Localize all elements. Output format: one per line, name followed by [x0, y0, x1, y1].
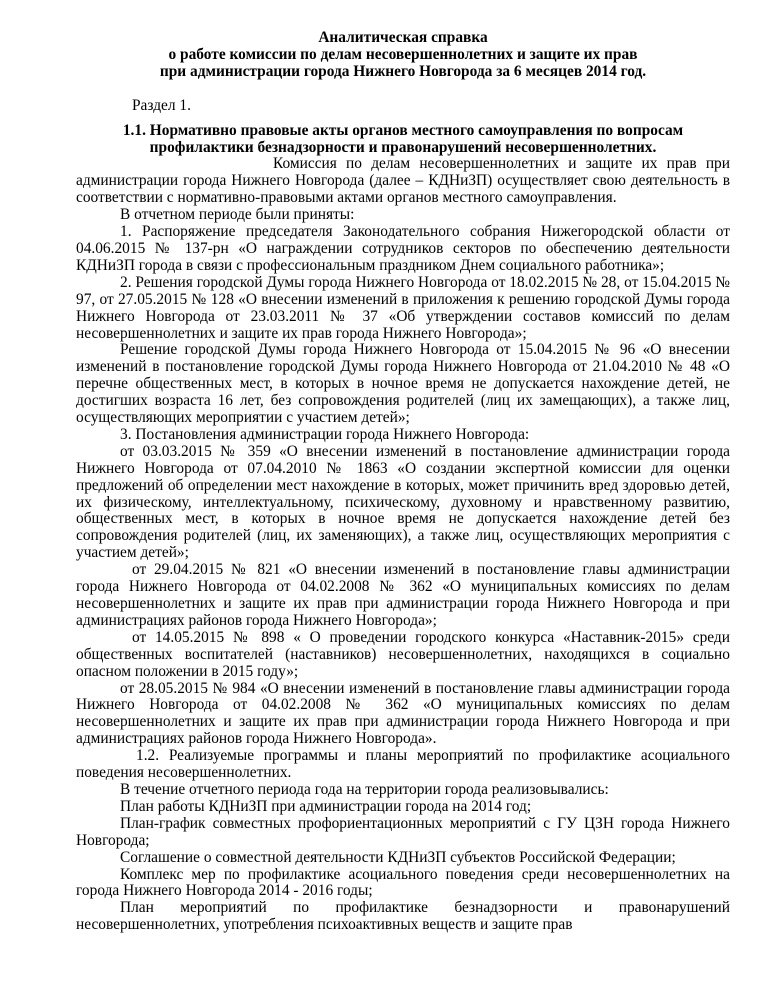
document-title — [76, 30, 730, 81]
paragraph: 1.2. Реализуемые программы и планы мероприятий по профилактике асоциального поведения несовершеннолетних. — [76, 747, 730, 782]
paragraph: от 14.05.2015 № 898 « О проведении городского конкурса «Наставник-2015» среди общественных воспитателей (наставников) несовершеннолетних, находящихся в социально опасном положении в 2015 году»; — [76, 628, 730, 680]
paragraph: от 29.04.2015 № 821 «О внесении изменений в постановление главы администрации города Нижнего Новгорода от 04.02.2008 № 362 «О муниципальных комиссиях по делам несовершеннолетних и защите их прав при администрации города Нижнего Новгорода и при администрациях районов города Нижнего Новгорода»; — [76, 561, 730, 629]
paragraph: 2. Решения городской Думы города Нижнего Новгорода от 18.02.2015 № 28, от 15.04.2015 № 97, от 27.05.2015 № 128 «О внесении изменений в приложения к решению городской Думы города Нижнего Новгорода от 23.03.2011 № 37 «Об утверждении составов комиссий по делам несовершеннолетних и защите их прав города Нижнего Новгорода»; — [76, 273, 730, 342]
paragraph: План мероприятий по профилактике безнадзорности и правонарушений несовершеннолетних, употребления психоактивных веществ и защите прав — [76, 899, 730, 934]
paragraph: Комиссия по делам несовершеннолетних и защите их прав при администрации города Нижнего Новгорода (далее – КДНиЗП) осуществляет свою деятельность в соответствии с нормативно-правовыми актами органов местного самоуправления. — [76, 155, 730, 207]
paragraph: Комплекс мер по профилактике асоциального поведения среди несовершеннолетних на города Нижнего Новгорода 2014 - 2016 годы; — [76, 865, 730, 900]
paragraph: В течение отчетного периода года на территории города реализовывались: — [120, 780, 609, 798]
title-line-2: о работе комиссии по делам несовершеннолетних и защите их прав — [168, 45, 638, 63]
title-line-1: Аналитическая справка — [318, 29, 488, 46]
document-page — [76, 30, 730, 934]
paragraph: от 03.03.2015 № 359 «О внесении изменений в постановление администрации города Нижнего Новгорода от 07.04.2010 № 1863 «О создании экспертной комиссии для оценки предложений об определении мест нахождение в которых, может причинить вред здоровью детей, их физическому, интеллектуальному, психическому, духовному и нравственному развитию, общественных мест, в которых в ночное время не допускается нахождение детей без сопровождения родителей (лиц, их заменяющих), а также лиц, осуществляющих мероприятия с участием детей»; — [76, 442, 730, 562]
paragraph: План-график совместных профориентационных мероприятий с ГУ ЦЗН города Нижнего Новгорода; — [76, 814, 730, 849]
paragraph: План работы КДНиЗП при администрации города на 2014 год; — [120, 797, 532, 815]
paragraph: 3. Постановления администрации города Нижнего Новгорода: — [120, 425, 530, 443]
subheading: 1.1. Нормативно правовые акты органов местного самоуправления по вопросам профилактики безнадзорности и правонарушений несовершеннолетних. — [122, 121, 684, 156]
paragraph: от 28.05.2015 № 984 «О внесении изменений в постановление главы администрации города Нижнего Новгорода от 04.02.2008 № 362 «О муниципальных комиссиях по делам несовершеннолетних и защите их прав при администрации города Нижнего Новгорода и при администрациях районов города Нижнего Новгорода». — [76, 679, 730, 748]
paragraph: 1. Распоряжение председателя Законодательного собрания Нижегородской области от 04.06.2015 № 137-рн «О награждении сотрудников секторов по обеспечению деятельности КДНиЗП города в связи с профессиональным праздником Днем социального работника»; — [76, 223, 730, 274]
paragraph: Решение городской Думы города Нижнего Новгорода от 15.04.2015 № 96 «О внесении изменений в постановление городской Думы города Нижнего Новгорода от 21.04.2010 № 48 «О перечне общественных мест, в которых в ночное время не допускается нахождение детей, не достигших возраста 16 лет, без сопровождения родителей (лиц их замещающих), а также лиц, осуществляющих мероприятии с участием детей»; — [76, 341, 730, 427]
paragraph: В отчетном периоде были приняты: — [120, 206, 355, 224]
section-label: Раздел 1. — [132, 96, 191, 114]
title-line-3: при администрации города Нижнего Новгорода за 6 месяцев 2014 год. — [159, 62, 647, 80]
paragraph: Соглашение о совместной деятельности КДНиЗП субъектов Российской Федерации; — [120, 848, 676, 866]
